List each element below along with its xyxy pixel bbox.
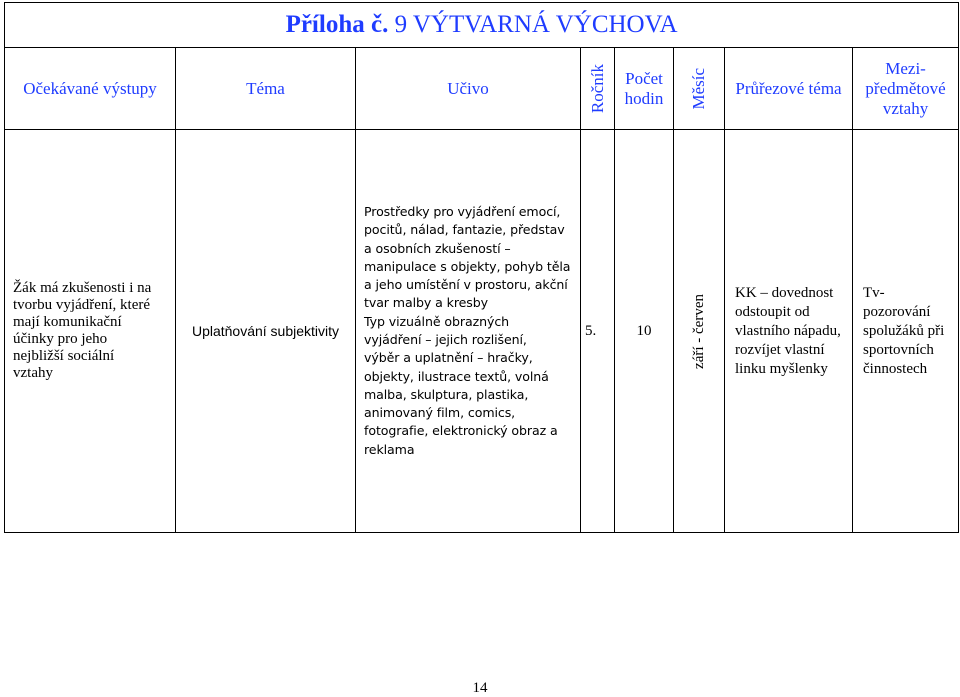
crosscutting-line: KK – dovednost <box>735 284 834 301</box>
header-interdisciplinary <box>853 48 959 130</box>
header-hours-line2: hodin <box>624 88 664 108</box>
outcome-line: vztahy <box>13 365 53 381</box>
content-line: a jeho umístění v prostoru, akční <box>364 277 568 293</box>
inter-line: Tv- <box>863 284 885 301</box>
inter-line: sportovních <box>863 341 934 358</box>
title-prefix: Příloha č. <box>285 11 389 38</box>
content-line: pocitů, nálad, fantazie, představ <box>364 222 565 238</box>
outcome-line: účinky pro jeho <box>13 331 108 347</box>
cell-crosscutting <box>725 130 853 533</box>
crosscutting-line: linku myšlenky <box>735 360 828 377</box>
header-content: Učivo <box>356 48 581 130</box>
content-line: manipulace s objekty, pohyb těla <box>364 258 571 274</box>
header-hours-line1: Počet <box>625 68 663 88</box>
header-inter-line2: předmětové <box>865 78 946 98</box>
content-line: objekty, ilustrace textů, volná <box>364 368 549 384</box>
cell-topic: Uplatňování subjektivity <box>176 130 356 533</box>
content-line: a osobních zkušeností – <box>364 240 511 256</box>
content-line: vyjádření – jejich rozlišení, <box>364 332 527 347</box>
outcome-line: nejbližší sociální <box>13 348 115 364</box>
header-outcomes: Očekávané výstupy <box>5 48 176 130</box>
crosscutting-line: rozvíjet vlastní <box>735 341 825 358</box>
content-line: Typ vizuálně obrazných <box>364 313 510 329</box>
cell-month <box>674 130 725 533</box>
title-subject: 9 VÝTVARNÁ VÝCHOVA <box>388 11 678 38</box>
crosscutting-line: vlastního nápadu, <box>735 322 841 339</box>
inter-line: spolužáků při <box>863 322 945 339</box>
content-line: malba, skulptura, plastika, <box>364 386 529 402</box>
table-row <box>5 130 959 533</box>
header-month <box>674 48 725 130</box>
content-line: tvar malby a kresby <box>364 295 488 311</box>
page-number: 14 <box>472 680 488 696</box>
header-grade <box>581 48 615 130</box>
cell-outcomes <box>5 130 176 533</box>
cell-hours: 10 <box>615 130 674 533</box>
curriculum-table <box>4 2 959 533</box>
header-month-label: Měsíc <box>689 67 708 110</box>
content-line: Prostředky pro vyjádření emocí, <box>364 203 561 219</box>
header-grade-label: Ročník <box>587 63 607 114</box>
month-value: září - červen <box>690 293 707 369</box>
header-inter-line1: Mezi- <box>885 58 926 78</box>
content-line: animovaný film, comics, <box>364 405 516 421</box>
header-inter-line3: vztahy <box>882 98 929 118</box>
crosscutting-line: odstoupit od <box>735 303 810 320</box>
header-row <box>5 48 959 130</box>
page-title <box>5 3 959 48</box>
cell-grade: 5. <box>581 130 615 533</box>
content-line: fotografie, elektronický obraz a <box>364 423 558 439</box>
outcome-line: tvorbu vyjádření, které <box>13 297 151 313</box>
content-line: reklama <box>364 441 415 457</box>
cell-interdisciplinary <box>853 130 959 533</box>
header-crosscutting: Průřezové téma <box>725 48 853 130</box>
header-topic: Téma <box>176 48 356 130</box>
inter-line: činnostech <box>863 360 928 377</box>
header-hours <box>615 48 674 130</box>
cell-content <box>356 130 581 533</box>
outcome-line: Žák má zkušenosti i na <box>13 280 152 296</box>
inter-line: pozorování <box>863 303 931 320</box>
outcome-line: mají komunikační <box>13 314 122 330</box>
content-line: výběr a uplatnění – hračky, <box>364 350 533 366</box>
